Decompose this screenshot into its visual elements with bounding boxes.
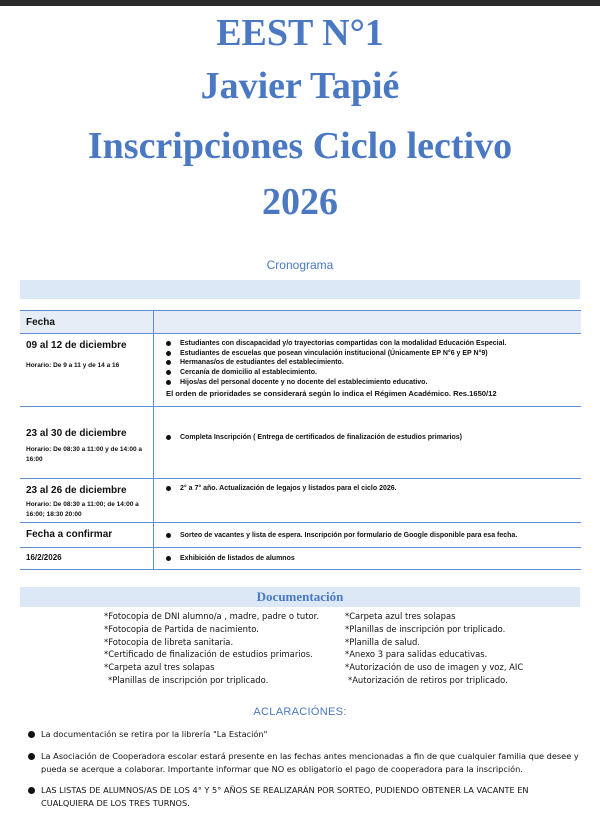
- row-items: [154, 407, 581, 442]
- list-item: Cercanía de domicilio al establecimiento.: [180, 368, 577, 377]
- row-items: [154, 479, 581, 493]
- title-inscripciones: Inscripciones Ciclo lectivo: [87, 125, 513, 167]
- table-row: [20, 479, 581, 523]
- subtitle-cronograma: Cronograma: [266, 258, 334, 272]
- list-item: *Carpeta azul tres solapas: [104, 662, 215, 673]
- list-item: Hijos/as del personal docente y no docente del establecimiento educativo.: [180, 378, 577, 387]
- list-item: Estudiantes con discapacidad y/o trayectorias compartidas con la modalidad Educación Especial.: [180, 339, 577, 348]
- aclaraciones-title: ACLARACIÓNES:: [253, 706, 347, 718]
- documentacion-title: Documentación: [20, 587, 580, 607]
- section-bar: [20, 280, 580, 299]
- priority-note: El orden de prioridades se considerará según lo indica el Régimen Académico. Res.1650/12: [166, 388, 497, 398]
- documentation-list-left: [104, 610, 319, 687]
- header-cell-fecha: [20, 311, 154, 334]
- note-item: [30, 750, 580, 775]
- list-item: *Fotocopia de Partida de nacimiento.: [104, 623, 259, 634]
- row-date: 23 al 30 de diciembre: [26, 428, 127, 439]
- bullet-icon: [28, 731, 35, 738]
- list-item: Completa Inscripción ( Entrega de certificados de finalización de estudios primarios): [180, 433, 577, 442]
- list-item: *Fotocopia de DNI alumno/a , madre, padre o tutor.: [104, 611, 319, 621]
- row-date: Fecha a confirmar: [26, 529, 113, 540]
- list-item: *Certificado de finalización de estudios primarios.: [104, 649, 313, 660]
- list-item: *Carpeta azul tres solapas: [345, 611, 456, 621]
- title-year: 2026: [262, 181, 338, 223]
- row-schedule: Horario: De 08:30 a 11:00; de 14:00 a 16:00; 18:30 20:00: [26, 501, 139, 518]
- row-items: [154, 523, 581, 540]
- list-item: *Autorización de retiros por triplicado.: [348, 674, 508, 685]
- row-date: 23 al 26 de diciembre: [26, 485, 127, 496]
- schedule-table: [20, 310, 581, 570]
- list-item: 2° a 7° año. Actualización de legajos y listados para el ciclo 2026.: [180, 484, 577, 493]
- header-cell-empty: [154, 311, 582, 334]
- note-item: [30, 728, 570, 741]
- title-name: Javier Tapié: [200, 65, 400, 107]
- note-text: La Asociación de Cooperadora escolar estará presente en las fechas antes mencionadas a fin de que cualquier familia que desee y pueda se acerque a colaborar. Importante informar que NO es obligatorio el pago de cooperadora para la inscripción.: [41, 751, 579, 774]
- table-header-row: [20, 311, 581, 334]
- row-date: 16/2/2026: [26, 553, 62, 562]
- row-date: 09 al 12 de diciembre: [26, 340, 127, 351]
- list-item: Hermanas/os de estudiantes del establecimiento.: [180, 358, 577, 367]
- row-items: [154, 334, 581, 387]
- page-title: [0, 10, 600, 228]
- list-item: *Planillas de inscripción por triplicado.: [108, 674, 269, 685]
- list-item: *Anexo 3 para salidas educativas.: [345, 649, 488, 660]
- list-item: *Planilla de salud.: [345, 636, 421, 647]
- bullet-icon: [28, 787, 35, 794]
- list-item: Estudiantes de escuelas que posean vinculación institucional (Únicamente EP N°6 y EP N°9): [180, 349, 577, 358]
- bullet-icon: [28, 753, 35, 760]
- note-text: La documentación se retira por la librería "La Estación": [41, 729, 268, 739]
- list-item: Sorteo de vacantes y lista de espera. Inscripción por formulario de Google disponible para esa fecha.: [180, 531, 577, 540]
- list-item: *Autorización de uso de imagen y voz, AIC: [345, 662, 524, 673]
- list-item: *Planillas de inscripción por triplicado.: [345, 623, 506, 634]
- header-fecha-label: Fecha: [26, 317, 55, 328]
- list-item: Exhibición de listados de alumnos: [180, 554, 577, 563]
- list-item: *Fotocopia de libreta sanitaria.: [104, 636, 234, 647]
- title-school: EEST N°1: [216, 12, 384, 54]
- row-items: [154, 548, 581, 563]
- table-row: [20, 523, 581, 548]
- top-border: [0, 0, 600, 6]
- table-row: [20, 548, 581, 570]
- table-row: [20, 407, 581, 479]
- documentation-list-right: [345, 610, 523, 687]
- row-schedule: Horario: De 9 a 11 y de 14 a 16: [26, 362, 120, 369]
- table-row: [20, 334, 581, 407]
- note-text: LAS LISTAS DE ALUMNOS/AS DE LOS 4° Y 5° AÑOS SE REALIZARÁN POR SORTEO, PUDIENDO OBTENER LA VACANTE EN CUALQUIERA DE LOS TRES TURNOS.: [41, 785, 529, 808]
- note-item: [30, 784, 560, 809]
- row-schedule: Horario: De 08:30 a 11:00 y de 14:00 a 16:00: [26, 446, 142, 463]
